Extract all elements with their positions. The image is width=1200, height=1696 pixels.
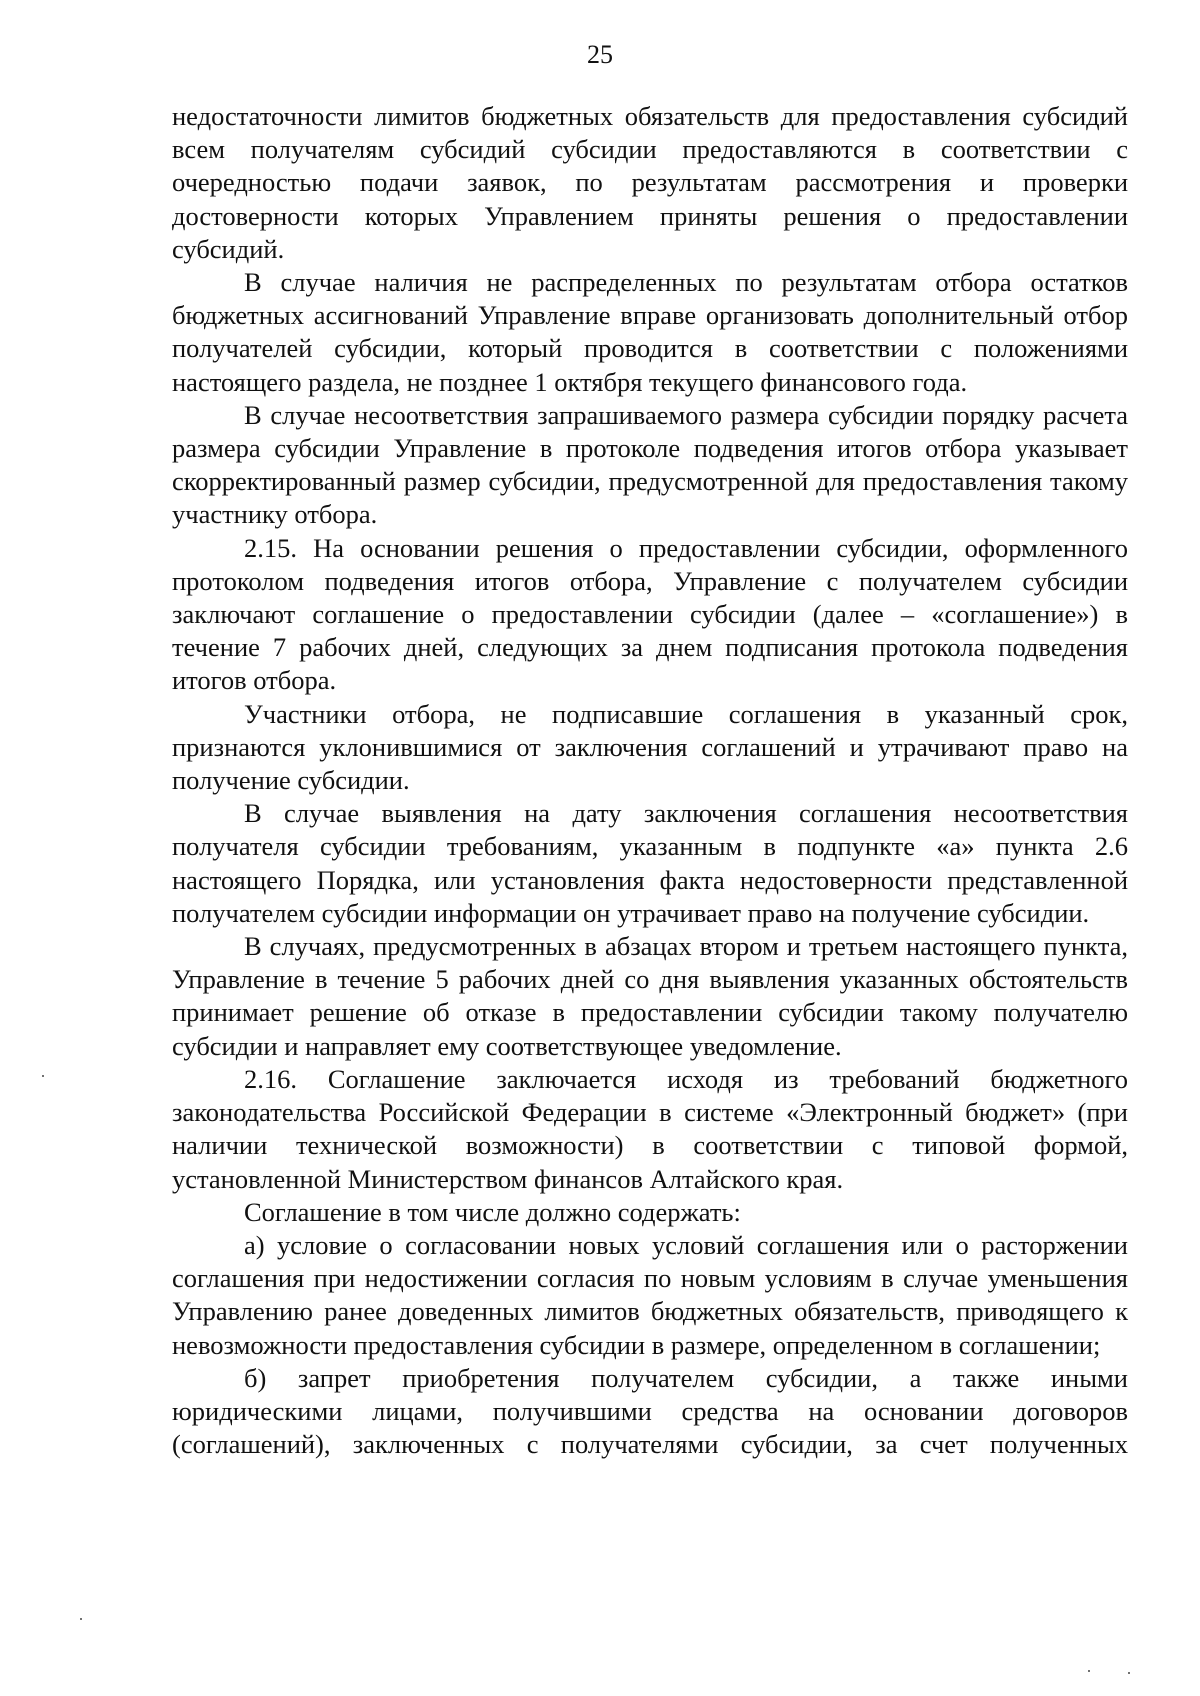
paragraph-section-2-15: 2.15. На основании решения о предоставлении субсидии, оформленного протоколом подведения итогов отбора, Управление с получателем субсидии заключают соглашение о предоставлении субсидии (далее – «соглашение») в течение 7 рабочих дней, следующих за днем подписания протокола подведения итогов отбора. [172,532,1128,696]
scan-speck [1128,1672,1130,1674]
paragraph: В случаях, предусмотренных в абзацах втором и третьем настоящего пункта, Управление в течение 5 рабочих дней со дня выявления указанных обстоятельств принимает решение об отказе в предоставлении субсидии такому получателю субсидии и направляет ему соответствующее уведомление. [172,931,1128,1061]
paragraph-section-2-16: 2.16. Соглашение заключается исходя из требований бюджетного законодательства Российской Федерации в системе «Электронный бюджет» (при наличии технической возможности) в соответствии с типовой формой, установленной Министерством финансов Алтайского края. [172,1063,1128,1194]
paragraph: В случае несоответствия запрашиваемого размера субсидии порядку расчета размера субсидии Управление в протоколе подведения итогов отбора указывает скорректированный размер субсидии, предусмотренной для предоставления такому участнику отбора. [172,399,1128,530]
list-item-b: б) запрет приобретения получателем субсидии, а также иными юридическими лицами, получившими средства на основании договоров (соглашений), заключенных с получателями субсидии, за счет полученных [172,1362,1128,1460]
page-number: 25 [587,40,613,69]
paragraph: В случае выявления на дату заключения соглашения несоответствия получателя субсидии требованиям, указанным в подпункте «а» пункта 2.6 настоящего Порядка, или установления факта недостоверности представленной получателем субсидии информации он утрачивает право на получение субсидии. [172,798,1128,928]
scan-speck [42,1075,44,1077]
paragraph: Участники отбора, не подписавшие соглашения в указанный срок, признаются уклонившимися от заключения соглашений и утрачивают право на получение субсидии. [172,698,1128,796]
paragraph: Соглашение в том числе должно содержать: [244,1196,741,1227]
scan-speck [1088,1670,1090,1672]
list-item-a: а) условие о согласовании новых условий соглашения или о расторжении соглашения при недостижении согласия по новым условиям в случае уменьшения Управлению ранее доведенных лимитов бюджетных обязательств, приводящего к невозможности предоставления субсидии в размере, определенном в соглашении; [172,1229,1128,1360]
document-body [172,100,1128,1461]
paragraph: недостаточности лимитов бюджетных обязательств для предоставления субсидий всем получателям субсидий субсидии предоставляются в соответствии с очередностью подачи заявок, по результатам рассмотрения и проверки достоверности которых Управлением приняты решения о предоставлении субсидий. [172,101,1128,264]
paragraph: В случае наличия не распределенных по результатам отбора остатков бюджетных ассигнований Управление вправе организовать дополнительный отбор получателей субсидии, который проводится в соответствии с положениями настоящего раздела, не позднее 1 октября текущего финансового года. [172,267,1128,397]
scan-speck [80,1618,82,1620]
